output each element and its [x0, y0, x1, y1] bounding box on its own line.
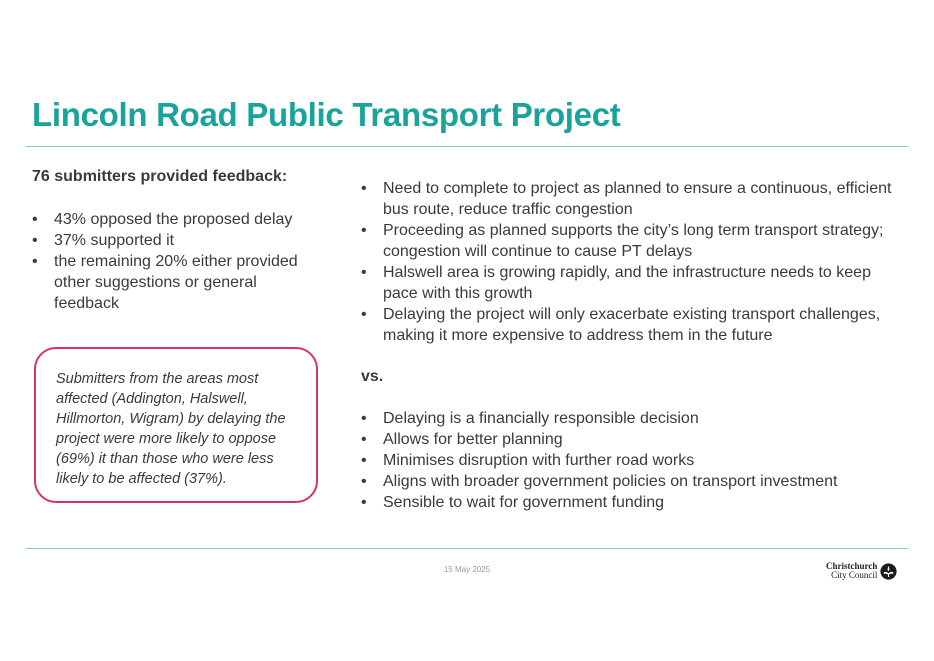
- list-item: • Halswell area is growing rapidly, and the infrastructure needs to keep pace with this growth: [361, 262, 901, 304]
- callout-text: Submitters from the areas most affected (Addington, Halswell, Hillmorton, Wigram) by delaying the project were more likely to oppose (69%) it than those who were less likely to be affected (37%).: [56, 371, 286, 487]
- list-item: • Sensible to wait for government funding: [361, 492, 901, 513]
- list-item: • 37% supported it: [32, 230, 322, 251]
- callout-box: [34, 347, 318, 503]
- list-item: • the remaining 20% either provided other suggestions or general feedback: [32, 251, 322, 314]
- council-logo: [826, 562, 897, 580]
- logo-line1: Christchurch: [826, 561, 878, 571]
- list-item: • 43% opposed the proposed delay: [32, 209, 322, 230]
- footer-divider: [26, 548, 908, 549]
- footer-date: 15 May 2025: [443, 565, 491, 574]
- list-item: • Aligns with broader government policies on transport investment: [361, 471, 901, 492]
- list-item: • Proceeding as planned supports the city’s long term transport strategy; congestion will continue to cause PT delays: [361, 220, 901, 262]
- page-title: Lincoln Road Public Transport Project: [32, 96, 621, 133]
- vs-label: vs.: [361, 368, 384, 385]
- title-divider: [26, 146, 908, 147]
- council-emblem-icon: [880, 563, 897, 580]
- logo-line2: City Council: [831, 570, 878, 580]
- list-item: • Delaying the project will only exacerbate existing transport challenges, making it more expensive to address them in the future: [361, 304, 901, 346]
- list-item: • Need to complete to project as planned to ensure a continuous, efficient bus route, reduce traffic congestion: [361, 178, 901, 220]
- delay-reasons-list: [361, 408, 901, 513]
- list-item: • Allows for better planning: [361, 429, 901, 450]
- feedback-summary-list: [32, 209, 322, 314]
- logo-text: [826, 562, 877, 580]
- proceed-reasons-list: [361, 178, 901, 346]
- list-item: • Delaying is a financially responsible decision: [361, 408, 901, 429]
- feedback-heading: 76 submitters provided feedback:: [32, 168, 288, 185]
- list-item: • Minimises disruption with further road works: [361, 450, 901, 471]
